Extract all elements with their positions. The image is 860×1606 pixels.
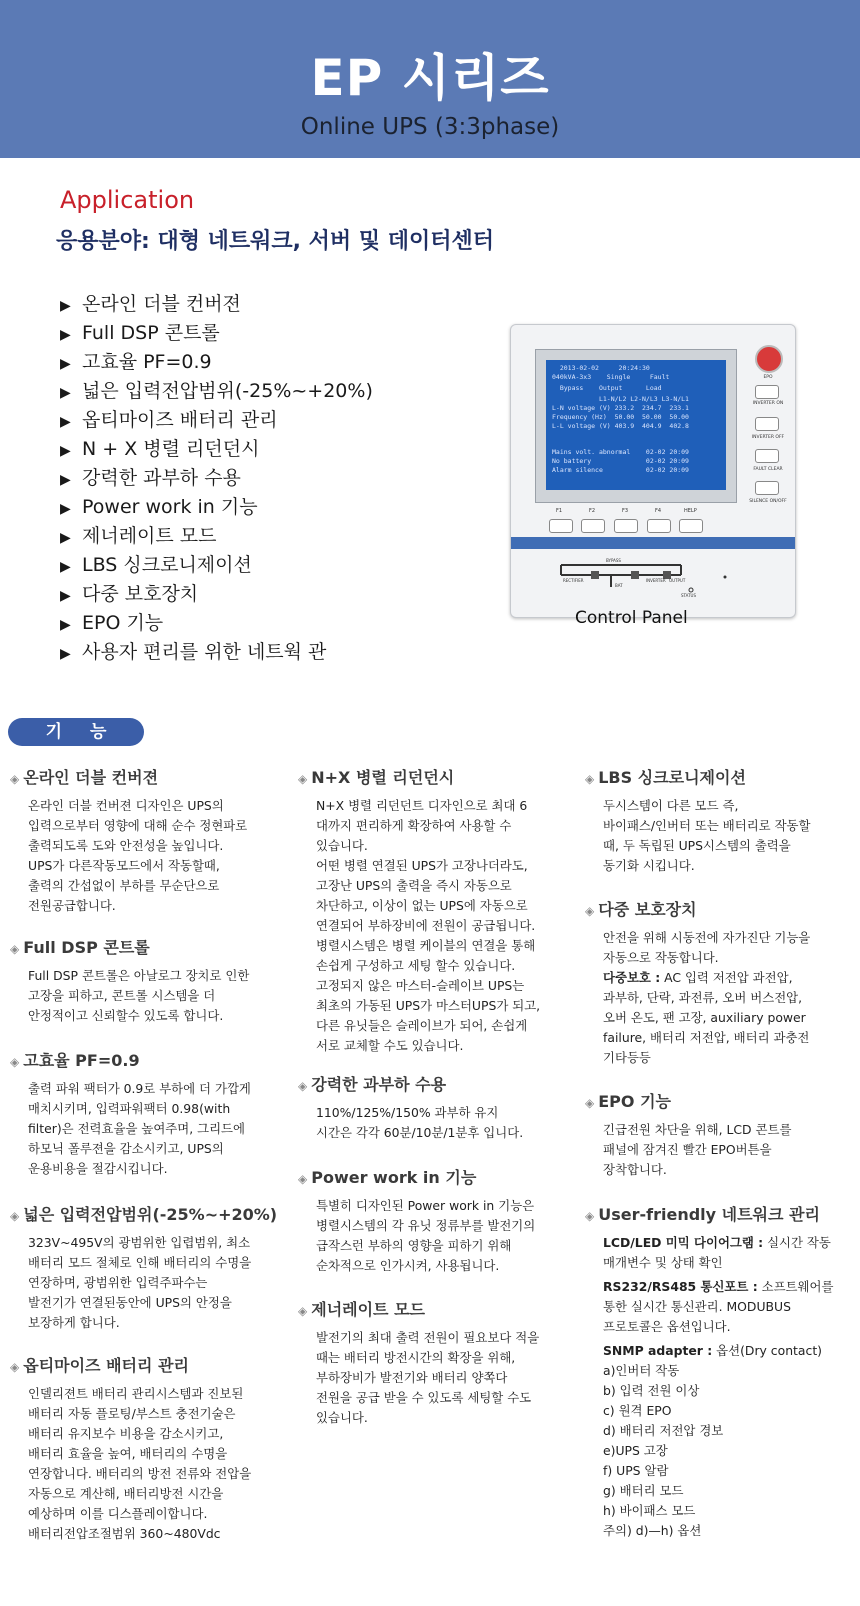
diamond-icon: ◈: [10, 1209, 20, 1223]
page-title: EP 시리즈: [310, 49, 550, 107]
feature-item: ▶ 다중 보호장치: [60, 580, 373, 609]
diamond-icon: ◈: [585, 904, 595, 918]
svg-text:INVERTER: INVERTER: [646, 578, 666, 583]
arrow-right-icon: ▶: [60, 385, 71, 401]
diamond-icon: ◈: [585, 772, 595, 786]
section-body: 특별히 디자인된 Power work in 기능은 병렬시스템의 각 유닛 정류부를 발전기의 급작스런 부하의 영향을 피하기 위해 순차적으로 인가시켜, 사용됩니다.: [316, 1198, 536, 1273]
application-subheading: 응용분야: 대형 네트워크, 서버 및 데이터센터: [56, 229, 494, 254]
feature-item: ▶ Full DSP 콘트롤: [60, 319, 373, 348]
f2-key: [581, 519, 605, 533]
section-title: Full DSP 콘트롤: [23, 938, 150, 957]
function-section: [585, 766, 855, 876]
diamond-icon: ◈: [298, 1172, 308, 1186]
section-body: 인델리젼트 배터리 관리시스템과 진보된 배터리 자동 플로팅/부스트 충전기술은 배터리 유지보수 비용을 감소시키고, 배터리 효율을 높여, 배터리의 수명을 연장합니다. 배터리의 방전 전류와 전압을 자동으로 계산해, 배터리방전 시간을 예상하며 이를 디스플레이합니다. 배터리전압조절범위 360~480Vdc: [28, 1386, 252, 1541]
fault-clear-key: [755, 449, 779, 463]
control-panel-image: 2013-02-02 20:24:30 040kVA-3x3 Single Fault Bypass Output Load L1-N/L2 L2-N/L3 L3-N/L1 L-N voltage (V) 233.2 234.7 233.1 Frequency (Hz) 50.00 50.00 50.00 L-L voltage (V) 403.9 404.9 402.8 Mains volt. abnormal 02-02 20:09 No battery 02-02 20:09 Alarm silence 02-02 20:09 F1 F2 F3 F4 HELP EPO INVERTER ON INVERTER OFF FAULT CLEAR SILENCE ON/OFF BYPASS RECTIFIER INVERTER OUTPUT BAT STATUS: [510, 324, 796, 618]
application-heading: Application: [60, 186, 195, 214]
svg-text:STATUS: STATUS: [681, 593, 697, 597]
diamond-icon: ◈: [10, 772, 20, 786]
function-section: [10, 1354, 280, 1544]
page-subtitle: Online UPS (3:3phase): [300, 114, 560, 140]
arrow-right-icon: ▶: [60, 559, 71, 575]
arrow-right-icon: ▶: [60, 501, 71, 517]
epo-button: [755, 345, 783, 373]
diamond-icon: ◈: [585, 1096, 595, 1110]
svg-text:BYPASS: BYPASS: [606, 558, 621, 563]
section-title: N+X 병렬 리던던시: [311, 768, 455, 787]
functions-badge: 기능: [8, 718, 144, 746]
inverter-on-key: [755, 385, 779, 399]
svg-text:OUTPUT: OUTPUT: [669, 578, 686, 583]
function-section: [298, 1298, 568, 1428]
section-title: 강력한 과부하 수용: [311, 1075, 447, 1094]
section-title: 다중 보호장치: [598, 900, 697, 919]
panel-blue-band: [511, 537, 795, 549]
function-section: [585, 1090, 855, 1180]
section-title: User-friendly 네트워크 관리: [598, 1205, 820, 1224]
section-body: 110%/125%/150% 과부하 유지 시간은 각각 60분/10분/1분후 입니다.: [316, 1105, 524, 1140]
arrow-right-icon: ▶: [60, 588, 71, 604]
section-title: 제너레이트 모드: [311, 1300, 425, 1319]
feature-item: ▶ 고효율 PF=0.9: [60, 348, 373, 377]
page-header: [0, 0, 860, 158]
f3-key: [614, 519, 638, 533]
diamond-icon: ◈: [298, 1304, 308, 1318]
control-panel-caption: Control Panel: [575, 608, 688, 628]
diamond-icon: ◈: [585, 1209, 595, 1223]
section-body: 안전을 위해 시동전에 자가진단 기능을 자동으로 작동합니다. 다중보호 : AC 입력 저전압 과전압, 과부하, 단락, 과전류, 오버 버스전압, 오버 온도, 팬 고장, auxiliary power failure, 배터리 저전압, 배터리 과충전 기타등등: [603, 930, 811, 1065]
arrow-right-icon: ▶: [60, 646, 71, 662]
section-body: Full DSP 콘트롤은 아날로그 장치로 인한 고장을 피하고, 콘트롤 시스템을 더 안정적이고 신뢰할수 있도록 합니다.: [28, 968, 250, 1023]
diamond-icon: ◈: [10, 1055, 20, 1069]
mimic-diagram: [551, 557, 731, 597]
section-title: Power work in 기능: [311, 1168, 477, 1187]
arrow-right-icon: ▶: [60, 443, 71, 459]
function-section: [585, 1203, 855, 1541]
lcd-frame: [535, 349, 737, 503]
function-section: [298, 766, 568, 1056]
function-section: [298, 1166, 568, 1276]
feature-item: ▶ 넓은 입력전압범위(-25%~+20%): [60, 377, 373, 406]
feature-item: ▶ 강력한 과부하 수용: [60, 464, 373, 493]
function-section: [585, 898, 855, 1068]
section-title: 온라인 더블 컨버젼: [23, 768, 159, 787]
feature-item: ▶ N + X 병렬 리던던시: [60, 435, 373, 464]
arrow-right-icon: ▶: [60, 327, 71, 343]
section-title: 옵티마이즈 배터리 관리: [23, 1356, 189, 1375]
feature-item: ▶ Power work in 기능: [60, 493, 373, 522]
feature-item: ▶ 온라인 더블 컨버젼: [60, 290, 373, 319]
arrow-right-icon: ▶: [60, 298, 71, 314]
section-title: EPO 기능: [598, 1092, 671, 1111]
section-title: 넓은 입력전압범위(-25%~+20%): [23, 1205, 278, 1224]
function-section: [10, 766, 280, 916]
section-body: 온라인 더블 컨버젼 디자인은 UPS의 입력으로부터 영향에 대해 순수 정현파로 출력되도록 도와 안전성을 높입니다. UPS가 다른작동모드에서 작동할때, 출력의 간섭없이 부하를 무순단으로 전원공급합니다.: [28, 798, 248, 913]
arrow-right-icon: ▶: [60, 414, 71, 430]
lcd-screen: 2013-02-02 20:24:30 040kVA-3x3 Single Fault Bypass Output Load L1-N/L2 L2-N/L3 L3-N/L1 L-N voltage (V) 233.2 234.7 233.1 Frequency (Hz) 50.00 50.00 50.00 L-L voltage (V) 403.9 404.9 402.8 Mains volt. abnormal 02-02 20:09 No battery 02-02 20:09 Alarm silence 02-02 20:09: [546, 360, 726, 490]
diamond-icon: ◈: [298, 1079, 308, 1093]
silence-key: [755, 481, 779, 495]
section-title: LBS 싱크로니제이션: [598, 768, 746, 787]
arrow-right-icon: ▶: [60, 530, 71, 546]
section-body: 긴급전원 차단을 위해, LCD 콘트를 패널에 잠겨진 빨간 EPO버튼을 장착합니다.: [603, 1122, 792, 1177]
section-body: LCD/LED 미믹 다이어그램 : 실시간 작동 매개변수 및 상태 확인 RS232/RS485 통신포트 : 소프트웨어를 통한 실시간 통신관리. MODUBUS 프로토콜은 옵션입니다. SNMP adapter : 옵션(Dry contact) a)인버터 작동 b) 입력 전원 이상 c) 원격 EPO d) 배터리 저전압 경보 e)UPS 고장 f) UPS 알람 g) 배터리 모드 h) 바이패스 모드 주의) d)—h) 옵션: [603, 1235, 834, 1538]
svg-text:RECTIFIER: RECTIFIER: [563, 578, 584, 583]
function-section: [298, 1073, 568, 1143]
section-body: 출력 파워 팩터가 0.9로 부하에 더 가깝게 매치시키며, 입력파워팩터 0.98(with filter)은 전력효율을 높여주며, 그리드에 하모닉 폴루젼을 감소시키고, UPS의 운용비용을 절감시킵니다.: [28, 1081, 251, 1176]
f1-key: [549, 519, 573, 533]
function-section: [10, 1049, 280, 1179]
feature-item: ▶ 사용자 편리를 위한 네트웍 관: [60, 638, 373, 667]
section-body: 323V~495V의 광범위한 입렵범위, 최소 배터리 모드 절체로 인해 배터리의 수명을 연장하며, 광범위한 입력주파수는 발전기가 연결된동안에 UPS의 안정을 보장하게 합니다.: [28, 1235, 252, 1330]
section-body: 발전기의 최대 출력 전원이 필요보다 적을 때는 배터리 방전시간의 확장을 위해, 부하장비가 발전기와 배터리 양쪽다 전원을 공급 받을 수 있도록 세팅할 수도 있습니다.: [316, 1330, 540, 1425]
inverter-off-key: [755, 417, 779, 431]
section-body: 두시스템이 다른 모드 즉, 바이패스/인버터 또는 배터리로 작동할 때, 두 독립된 UPS시스템의 출력을 동기화 시킵니다.: [603, 798, 811, 873]
section-body: N+X 병렬 리던던트 디자인으로 최대 6 대까지 편리하게 확장하여 사용할 수 있습니다. 어떤 병렬 연결된 UPS가 고장나더라도, 고장난 UPS의 출력을 즉시 자동으로 차단하고, 이상이 없는 UPS에 자동으로 연결되어 부하장비에 전원이 공급됩니다. 병렬시스템은 병렬 케이블의 연결을 통해 손쉽게 구성하고 세팅 할수 있습니다. 고정되지 않은 마스터-슬레이브 UPS는 최초의 가동된 UPS가 마스터UPS가 되고, 다른 유닛들은 슬레이브가 되어, 손쉽게 서로 교체할 수도 있습니다.: [316, 798, 541, 1053]
feature-item: ▶ 옵티마이즈 배터리 관리: [60, 406, 373, 435]
feature-list: [60, 290, 373, 667]
arrow-right-icon: ▶: [60, 617, 71, 633]
diamond-icon: ◈: [10, 1360, 20, 1374]
feature-item: ▶ LBS 싱크로니제이션: [60, 551, 373, 580]
function-section: [10, 936, 280, 1026]
feature-item: ▶ 제너레이트 모드: [60, 522, 373, 551]
help-key: [679, 519, 703, 533]
diamond-icon: ◈: [298, 772, 308, 786]
arrow-right-icon: ▶: [60, 472, 71, 488]
section-title: 고효율 PF=0.9: [23, 1051, 140, 1070]
feature-item: ▶ EPO 기능: [60, 609, 373, 638]
svg-text:BAT: BAT: [615, 583, 623, 588]
diamond-icon: ◈: [10, 942, 20, 956]
f4-key: [647, 519, 671, 533]
function-section: [10, 1203, 280, 1333]
arrow-right-icon: ▶: [60, 356, 71, 372]
